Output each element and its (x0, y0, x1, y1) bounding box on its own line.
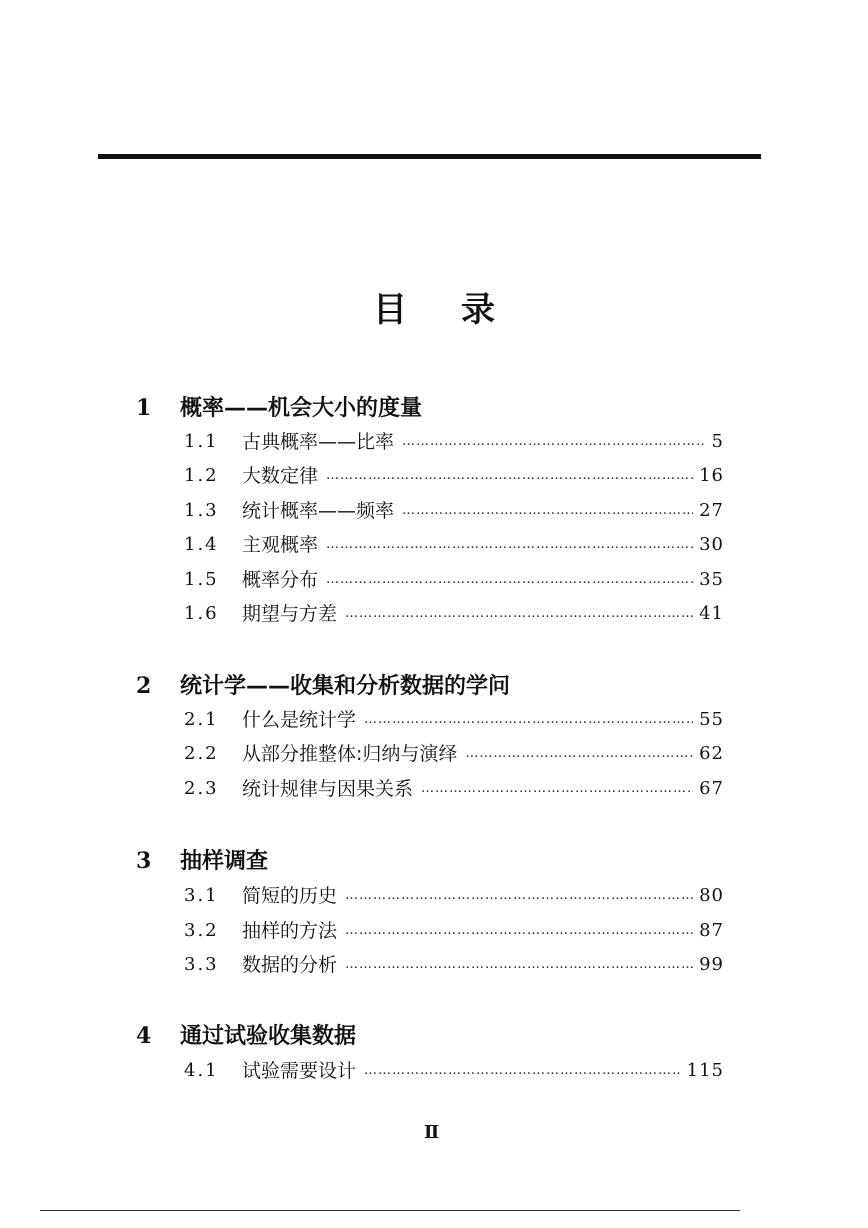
section-number: 3.1 (184, 885, 219, 906)
page-title (0, 282, 868, 331)
toc-entry[interactable] (184, 427, 724, 457)
section-title: 抽样的方法 (242, 920, 338, 942)
chapter-number: 2 (136, 673, 152, 699)
chapter-1-heading[interactable] (136, 392, 422, 424)
leader-dots (421, 774, 693, 804)
section-title: 统计规律与因果关系 (242, 778, 414, 800)
section-title: 从部分推整体:归纳与演绎 (242, 743, 458, 765)
section-number: 1.1 (184, 431, 219, 452)
section-number: 1.3 (184, 500, 219, 521)
page-number: 55 (699, 709, 724, 730)
section-number: 2.2 (184, 743, 219, 764)
page-number: 16 (699, 465, 724, 486)
page-number: 67 (699, 778, 724, 799)
chapter-number: 4 (136, 1023, 152, 1049)
section-number: 3.3 (184, 954, 219, 975)
leader-dots (364, 1056, 681, 1086)
chapter-title: 统计学——收集和分析数据的学问 (180, 674, 511, 699)
chapter-title: 概率——机会大小的度量 (180, 396, 423, 421)
toc-entry[interactable] (184, 705, 724, 735)
page-number: 62 (699, 743, 724, 764)
section-number: 1.2 (184, 465, 219, 486)
leader-dots (345, 916, 693, 946)
section-title: 统计概率——频率 (242, 500, 395, 522)
leader-dots (345, 599, 693, 629)
section-title: 数据的分析 (242, 954, 338, 976)
section-title: 概率分布 (242, 569, 319, 591)
chapter-number: 1 (136, 395, 152, 421)
toc-entry[interactable] (184, 496, 724, 526)
section-title: 什么是统计学 (242, 709, 357, 731)
title-char-2: 录 (461, 290, 495, 330)
leader-dots (402, 427, 706, 457)
section-number: 4.1 (184, 1060, 219, 1081)
section-title: 简短的历史 (242, 885, 338, 907)
page-number: 41 (699, 603, 724, 624)
leader-dots (402, 496, 693, 526)
page-number: 87 (699, 920, 724, 941)
toc-entry[interactable] (184, 1056, 724, 1086)
page-number: 5 (711, 431, 724, 452)
section-number: 2.3 (184, 778, 219, 799)
bottom-rule (40, 1210, 740, 1211)
section-number: 1.5 (184, 569, 219, 590)
leader-dots (326, 461, 693, 491)
leader-dots (364, 705, 693, 735)
leader-dots (345, 881, 693, 911)
toc-entry[interactable] (184, 599, 724, 629)
page-number: 30 (699, 534, 724, 555)
section-number: 1.6 (184, 603, 219, 624)
leader-dots (326, 565, 693, 595)
page-number: 35 (699, 569, 724, 590)
page-number: 27 (699, 500, 724, 521)
toc-entry[interactable] (184, 461, 724, 491)
chapter-3-heading[interactable] (136, 845, 268, 877)
leader-dots (326, 530, 693, 560)
toc-entry[interactable] (184, 950, 724, 980)
toc-entry[interactable] (184, 881, 724, 911)
section-number: 1.4 (184, 534, 219, 555)
chapter-4-heading[interactable] (136, 1020, 356, 1052)
title-char-1: 目 (373, 290, 407, 330)
toc-entry[interactable] (184, 739, 724, 769)
chapter-title: 抽样调查 (180, 849, 269, 874)
toc-entry[interactable] (184, 916, 724, 946)
leader-dots (465, 739, 693, 769)
section-title: 试验需要设计 (242, 1060, 357, 1082)
page-number: 99 (699, 954, 724, 975)
chapter-2-heading[interactable] (136, 670, 510, 702)
section-title: 古典概率——比率 (242, 431, 395, 453)
toc-entry[interactable] (184, 530, 724, 560)
section-title: 大数定律 (242, 465, 319, 487)
page-number: 80 (699, 885, 724, 906)
section-title: 期望与方差 (242, 603, 338, 625)
leader-dots (345, 950, 693, 980)
chapter-title: 通过试验收集数据 (180, 1024, 357, 1049)
section-number: 3.2 (184, 920, 219, 941)
footer-page-mark: Ⅱ (424, 1122, 440, 1143)
top-rule (98, 154, 761, 159)
chapter-number: 3 (136, 848, 152, 874)
page-number: 115 (686, 1060, 724, 1081)
toc-entry[interactable] (184, 774, 724, 804)
toc-entry[interactable] (184, 565, 724, 595)
section-number: 2.1 (184, 709, 219, 730)
section-title: 主观概率 (242, 534, 319, 556)
